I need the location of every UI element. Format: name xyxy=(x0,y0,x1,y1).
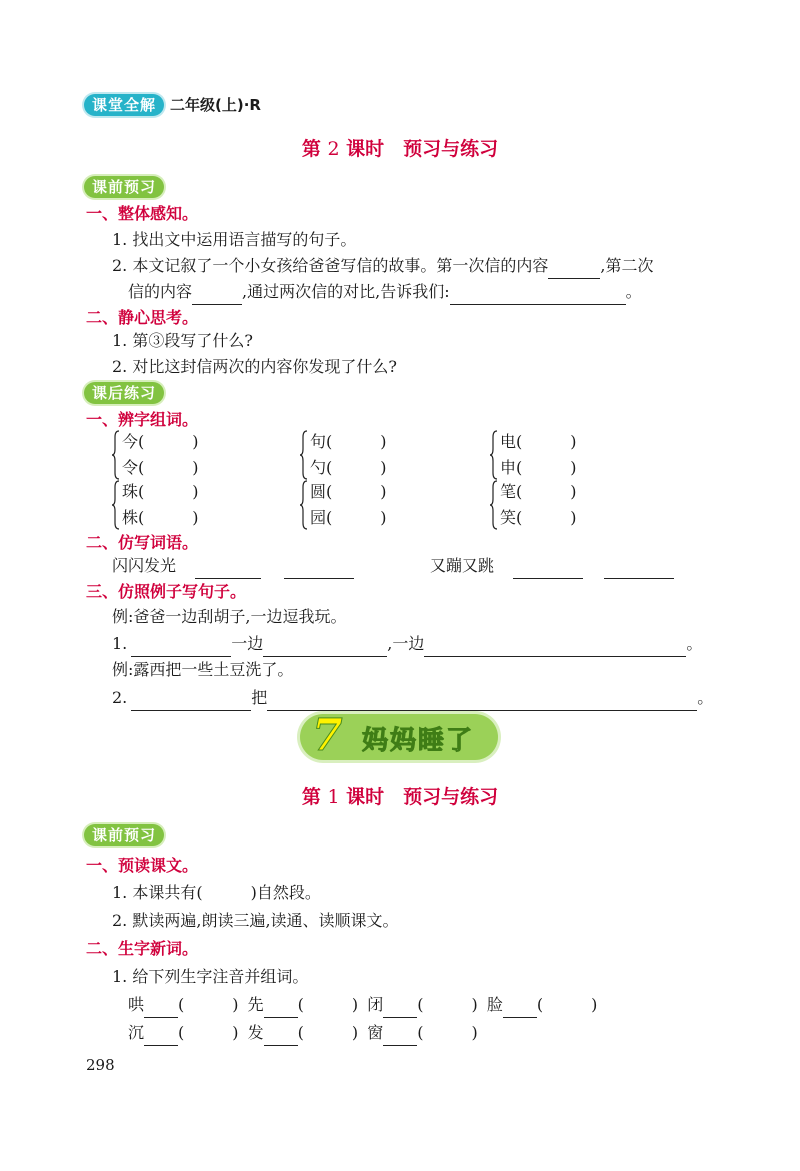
pair-line[interactable]: 申( ) xyxy=(500,458,577,477)
answer-blank[interactable] xyxy=(424,638,686,657)
answer-blank[interactable] xyxy=(192,286,242,305)
pair-line[interactable]: 句( ) xyxy=(310,432,387,451)
question: 1. 给下列生字注音并组词。 xyxy=(112,967,309,986)
question-cont: 信的内容 ,通过两次信的对比,告诉我们: 。 xyxy=(128,279,800,305)
pinyin-row: 沉 ( ) 发 ( ) 窗 ( ) xyxy=(128,1020,800,1046)
question: 1. 找出文中运用语言描写的句子。 xyxy=(112,230,357,249)
answer-blank[interactable] xyxy=(263,638,387,657)
chapter-title: 妈妈睡了 xyxy=(362,726,475,756)
pair-line[interactable]: 笔( ) xyxy=(500,482,577,501)
imitate-words-row: 又蹦又跳 xyxy=(430,553,800,579)
pair-line[interactable]: 笑( ) xyxy=(500,508,577,527)
lesson2-title: 第 2 课时 预习与练习 xyxy=(301,138,499,160)
char-pair xyxy=(300,479,460,531)
example-sentence: 例:露西把一些土豆洗了。 xyxy=(112,660,294,679)
chapter-banner xyxy=(300,712,500,764)
question: 1. 本课共有( )自然段。 xyxy=(112,883,321,902)
pair-line[interactable]: 今( ) xyxy=(122,432,199,451)
pre-study-badge: 课前预习 xyxy=(84,824,164,846)
chapter-number: 7 xyxy=(312,710,343,761)
pair-line[interactable]: 勺( ) xyxy=(310,458,387,477)
brace-icon xyxy=(300,429,308,481)
sentence-exercise: 2. 把 。 xyxy=(112,685,800,711)
answer-blank[interactable] xyxy=(267,692,697,711)
imitate-words-row: 闪闪发光 xyxy=(112,553,800,579)
brace-icon xyxy=(490,429,498,481)
answer-blank[interactable] xyxy=(513,560,583,579)
question: 1. 第③段写了什么? xyxy=(112,331,253,350)
answer-blank[interactable] xyxy=(144,999,178,1018)
pair-line[interactable]: 株( ) xyxy=(122,508,199,527)
answer-blank[interactable] xyxy=(383,1027,417,1046)
section-heading: 一、整体感知。 xyxy=(86,204,199,223)
section-heading: 三、仿照例子写句子。 xyxy=(86,582,247,601)
pair-line[interactable]: 圆( ) xyxy=(310,482,387,501)
pinyin-row: 哄 ( ) 先 ( ) 闭 ( ) 脸 ( ) xyxy=(128,992,800,1018)
section-heading: 二、生字新词。 xyxy=(86,939,199,958)
sentence-exercise: 1. 一边 ,一边 。 xyxy=(112,631,800,657)
post-practice-badge: 课后练习 xyxy=(84,382,164,404)
answer-blank[interactable] xyxy=(503,999,537,1018)
answer-blank[interactable] xyxy=(284,560,354,579)
answer-blank[interactable] xyxy=(450,286,626,305)
answer-blank[interactable] xyxy=(604,560,674,579)
answer-blank[interactable] xyxy=(264,999,298,1018)
question: 2. 默读两遍,朗读三遍,读通、读顺课文。 xyxy=(112,911,399,930)
pair-line[interactable]: 珠( ) xyxy=(122,482,199,501)
answer-blank[interactable] xyxy=(264,1027,298,1046)
question: 2. 本文记叙了一个小女孩给爸爸写信的故事。第一次信的内容 ,第二次 xyxy=(112,253,800,279)
lesson1-title: 第 1 课时 预习与练习 xyxy=(301,786,499,808)
brace-icon xyxy=(112,479,120,531)
section-heading: 二、仿写词语。 xyxy=(86,533,199,552)
section-heading: 一、预读课文。 xyxy=(86,856,199,875)
section-heading: 一、辨字组词。 xyxy=(86,410,199,429)
brace-icon xyxy=(490,479,498,531)
series-badge: 课堂全解 xyxy=(84,94,164,116)
pair-line[interactable]: 园( ) xyxy=(310,508,387,527)
page-number: 298 xyxy=(86,1056,115,1074)
answer-blank[interactable] xyxy=(131,692,251,711)
brace-icon xyxy=(300,479,308,531)
pair-line[interactable]: 电( ) xyxy=(500,432,577,451)
pre-study-badge: 课前预习 xyxy=(84,176,164,198)
grade-label: 二年级(上)·R xyxy=(170,96,261,114)
brace-icon xyxy=(112,429,120,481)
pair-line[interactable]: 令( ) xyxy=(122,458,199,477)
char-pair xyxy=(490,429,650,481)
answer-blank[interactable] xyxy=(548,260,600,279)
answer-blank[interactable] xyxy=(383,999,417,1018)
answer-blank[interactable] xyxy=(144,1027,178,1046)
char-pair xyxy=(112,479,272,531)
section-heading: 二、静心思考。 xyxy=(86,308,199,327)
answer-blank[interactable] xyxy=(195,560,261,579)
answer-blank[interactable] xyxy=(131,638,231,657)
char-pair xyxy=(300,429,460,481)
example-sentence: 例:爸爸一边刮胡子,一边逗我玩。 xyxy=(112,607,347,626)
char-pair xyxy=(490,479,650,531)
char-pair xyxy=(112,429,272,481)
question: 2. 对比这封信两次的内容你发现了什么? xyxy=(112,357,397,376)
